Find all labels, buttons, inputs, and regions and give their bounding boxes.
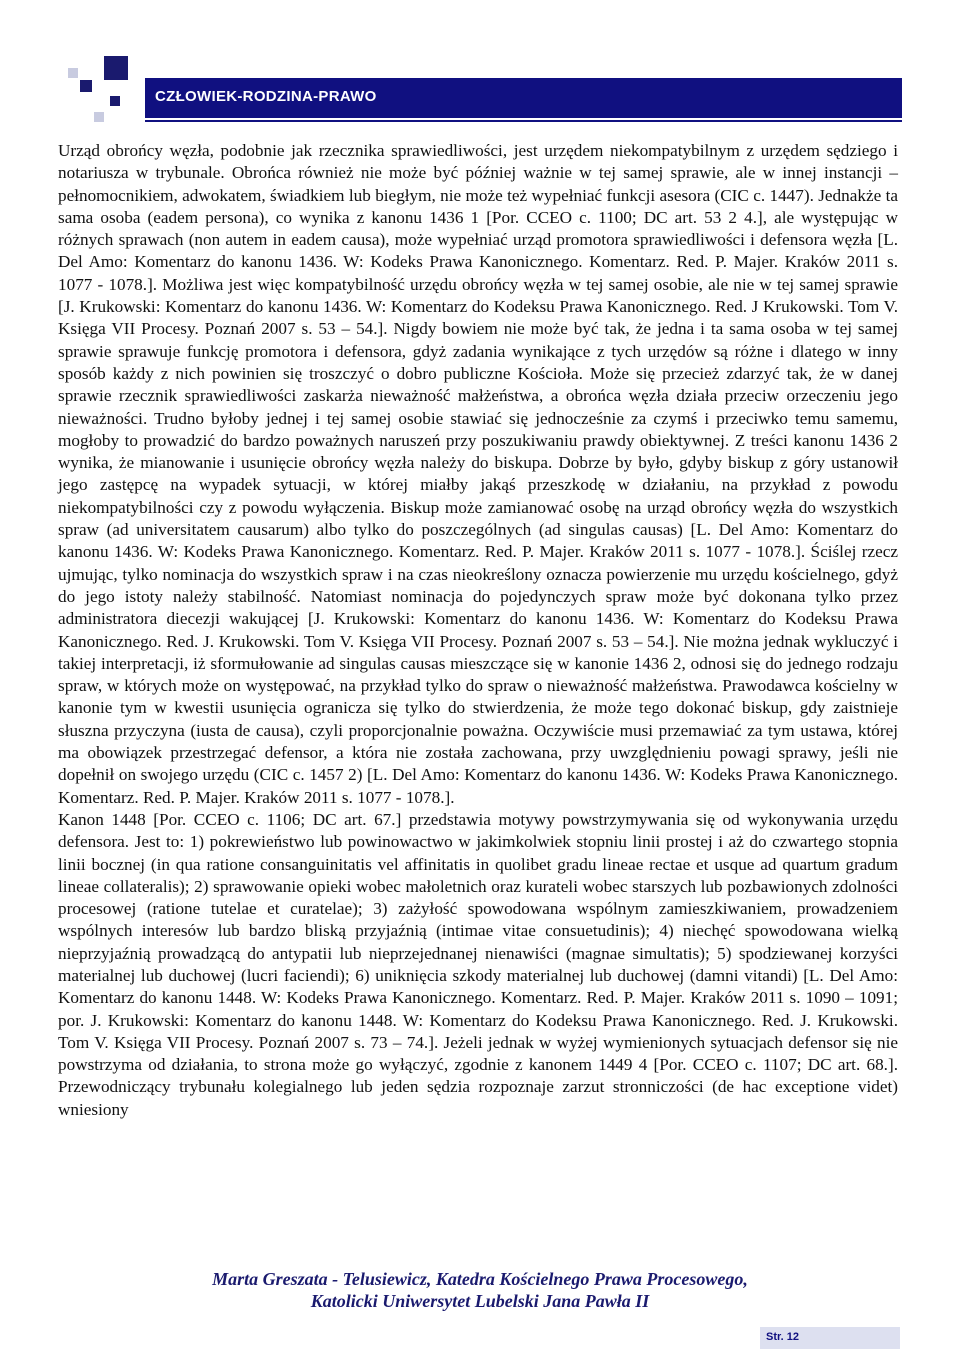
footer-author-line: Marta Greszata - Telusiewicz, Katedra Kościelnego Prawa Procesowego, [212, 1269, 748, 1289]
document-body [58, 140, 898, 1121]
page-footer [0, 1268, 960, 1312]
decor-square [104, 56, 128, 80]
footer-institution-line: Katolicki Uniwersytet Lubelski Jana Pawła II [310, 1291, 650, 1311]
body-paragraph: Urząd obrońcy węzła, podobnie jak rzecznika sprawiedliwości, jest urzędem niekompatybilnym z urzędem sędziego i notariusza w trybunale. Obrońca również nie może być później ważnie w tej samej sprawie, ale w innej instancji – pełnomocnikiem, adwokatem, świadkiem lub biegłym, nie może też wypełniać funkcji asesora (CIC c. 1447). Jednakże ta sama osoba (eadem persona), co wynika z kanonu 1436 1 [Por. CCEO c. 1100; DC art. 53 2 4.], ale występując w różnych sprawach (non autem in eadem causa), może wypełniać urząd promotora sprawiedliwości i defensora węzła [L. Del Amo: Komentarz do kanonu 1436. W: Kodeks Prawa Kanonicznego. Komentarz. Red. P. Majer. Kraków 2011 s. 1077 - 1078.]. Możliwa jest więc kompatybilność urzędu obrońcy węzła w tej samej osobie, ale nie w tej samej sprawie [J. Krukowski: Komentarz do kanonu 1436. W: Komentarz do Kodeksu Prawa Kanonicznego. Red. J Krukowski. Tom V. Księga VII Procesy. Poznań 2007 s. 53 – 54.]. Nigdy bowiem nie może być tak, że jedna i ta sama osoba w tej samej sprawie sprawuje funkcję promotora i defensora, gdyż zadania wynikające z tych urzędów są różne i dlatego w inny sposób każdy z nich powinien się troszczyć o dobro publiczne Kościoła. Może się przecież zdarzyć tak, że w danej sprawie rzecznik sprawiedliwości zaskarża nieważność małżeństwa, a obrońca węzła działa przeciw orzeczeniu jego nieważności. Trudno byłoby jednej i tej samej osobie stawiać się jednocześnie za czymś i przeciwko temu samemu, mogłoby to prowadzić do bardzo poważnych naruszeń przy poszukiwaniu prawdy obiektywnej. Z treści kanonu 1436 2 wynika, że mianowanie i usunięcie obrońcy węzła należy do biskupa. Dobrze by było, gdyby biskup z góry ustanowił jego zastępcę na wypadek sytuacji, w której miałby jakąś przeszkodę w działaniu, na przykład z powodu niekompatybilności czy z powodu wyłączenia. Biskup może zamianować osobę na urząd obrońcy węzła do wszystkich spraw (ad universitatem causarum) albo tylko do poszczególnych (ad singulas causas) [L. Del Amo: Komentarz do kanonu 1436. W: Kodeks Prawa Kanonicznego. Komentarz. Red. P. Majer. Kraków 2011 s. 1077 - 1078.]. Ściślej rzecz ujmując, tylko nominacja do wszystkich spraw i na czas nieokreślony oznacza powierzenie mu urzędu kościelnego, gdyż do jego istoty należy stabilność. Natomiast nominacja do pojedynczych spraw może być dokonana tylko przez administratora diecezji wakującej [J. Krukowski: Komentarz do kanonu 1436. W: Komentarz do Kodeksu Prawa Kanonicznego. Red. J. Krukowski. Tom V. Księga VII Procesy. Poznań 2007 s. 53 – 54.]. Nie można jednak wykluczyć i takiej interpretacji, iż sformułowanie ad singulas causas mieszczące się w kanonie 1436 2, odnosi się do jednego rodzaju spraw, w których może on występować, na przykład tylko do spraw o nieważność małżeństwa. Prawodawca kościelny w kanonie tym w kwestii usunięcia ogranicza się tylko do stwierdzenia, że może tego dokonać biskup, gdy zaistnieje słuszna przyczyna (iusta de causa), czyli proporcjonalnie poważna. Oczywiście musi przemawiać za tym ustawa, której ma obowiązek przestrzegać defensor, a która nie została zachowana, przy uwzględnieniu powagi sprawy, jeśli nie dopełnił on swojego urzędu (CIC c. 1457 2) [L. Del Amo: Komentarz do kanonu 1436. W: Kodeks Prawa Kanonicznego. Komentarz. Red. P. Majer. Kraków 2011 s. 1077 - 1078.]. [58, 141, 898, 807]
page-number: Str. 12 [766, 1331, 800, 1343]
header-rule [145, 120, 902, 122]
body-paragraph: Kanon 1448 [Por. CCEO c. 1106; DC art. 67.] przedstawia motywy powstrzymywania się od wykonywania urzędu defensora. Jest to: 1) pokrewieństwo lub powinowactwo w jakimkolwiek stopniu linii prostej i aż do czwartego stopnia linii bocznej (in qua ratione consanguinitatis vel affinitatis in quolibet gradu lineae rectae et usque ad quartum gradum lineae collateralis); 2) sprawowanie opieki wobec małoletnich oraz kurateli wobec starszych lub pozbawionych zdolności procesowej (ratione tutelae et curatelae); 3) zażyłość spowodowana wspólnym zamieszkiwaniem, prowadzeniem wspólnych interesów lub bardzo bliską przyjaźnią (intimae vitae consuetudinis); 4) niechęć spowodowana wielką nieprzyjaźnią prowadzącą do antypatii lub nieprzejednanej nienawiści (magnae simultatis); 5) spodziewanej korzyści materialnej lub duchowej (lucri faciendi); 6) uniknięcia szkody materialnej lub duchowej (damni vitandi) [L. Del Amo: Komentarz do kanonu 1448. W: Kodeks Prawa Kanonicznego. Komentarz. Red. P. Majer. Kraków 2011 s. 1090 – 1091; por. J. Krukowski: Komentarz do kanonu 1448. W: Komentarz do Kodeksu Prawa Kanonicznego. Red. J. Krukowski. Tom V. Księga VII Procesy. Poznań 2007 s. 73 – 74.]. Jeżeli jednak w wyżej wymienionych sytuacjach defensor się nie powstrzyma od działania, to strona może go wyłączyć, zgodnie z kanonem 1449 4 [Por. CCEO c. 1107; DC art. 68.]. Przewodniczący trybunału kolegialnego lub jeden sędzia rozpoznaje zarzut stronniczości (de hac exceptione videt) wniesiony [58, 809, 898, 1119]
decor-square [94, 112, 104, 122]
page-header-title: CZŁOWIEK-RODZINA-PRAWO [155, 88, 377, 105]
decor-square [110, 96, 120, 106]
decor-square [68, 68, 78, 78]
decor-square [80, 80, 92, 92]
